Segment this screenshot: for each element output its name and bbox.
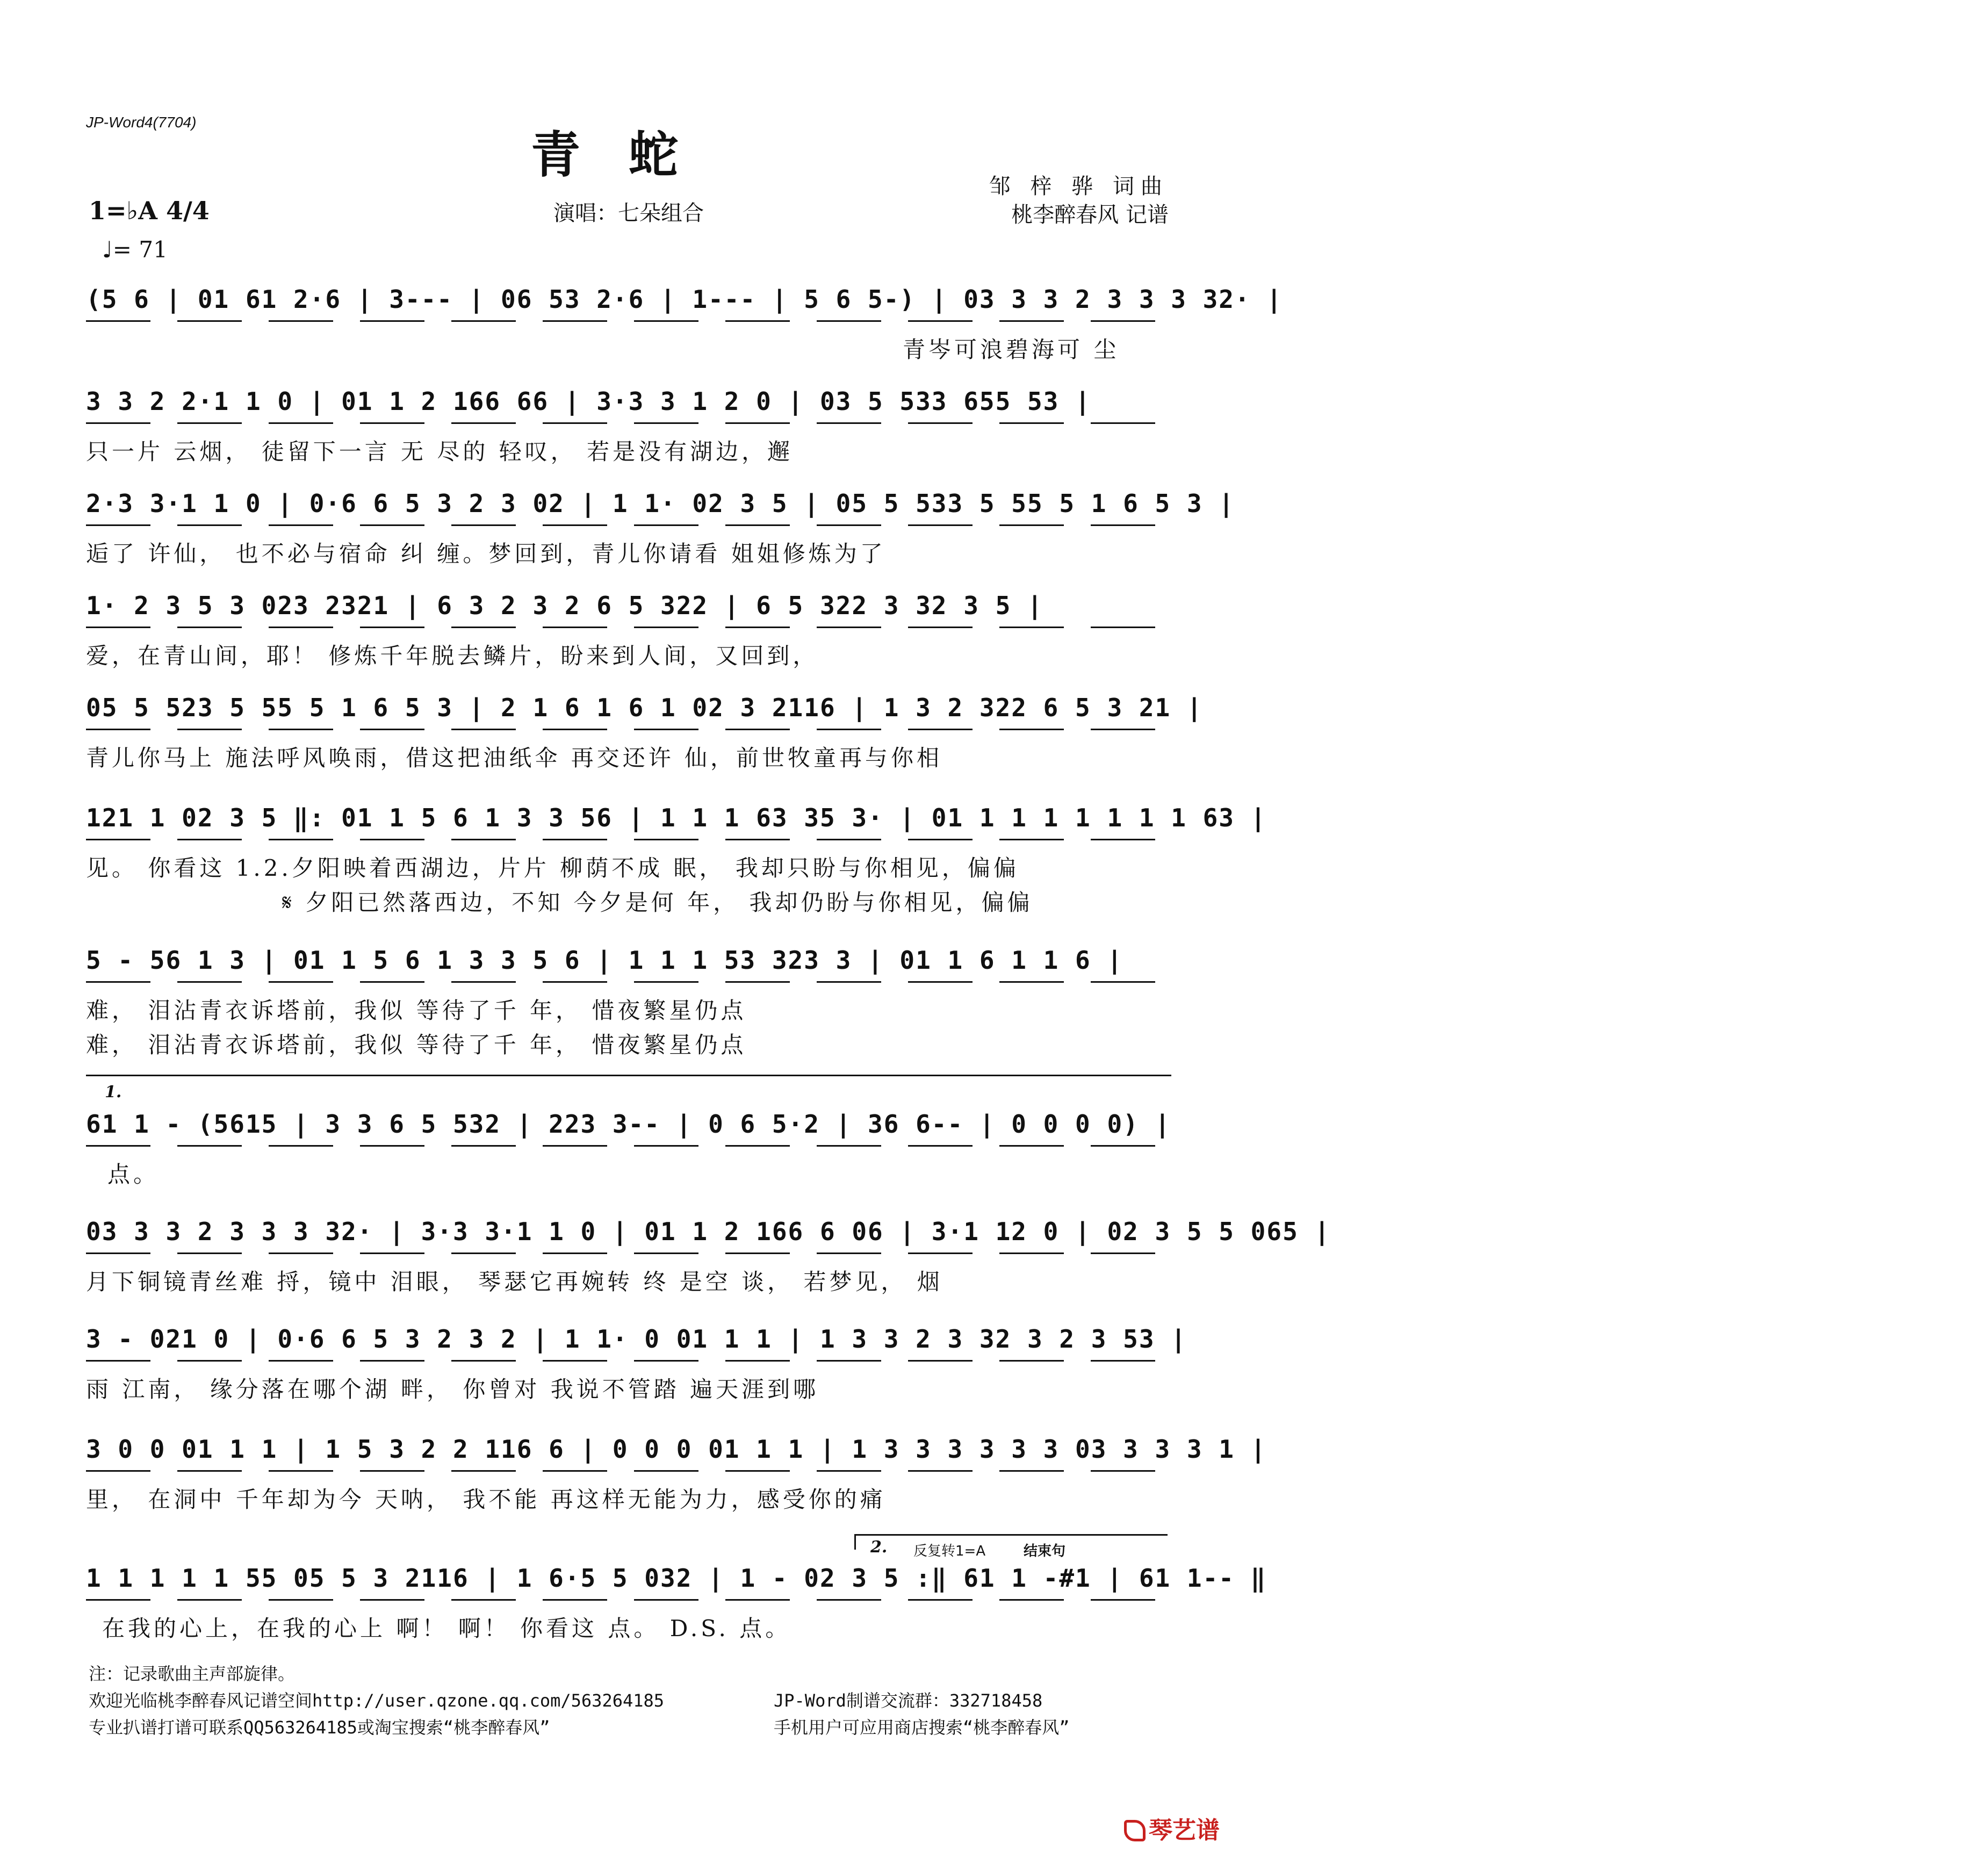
logo-icon: [1124, 1820, 1146, 1841]
volta-label-1: 1.: [105, 1083, 122, 1102]
notation-line: (5 6 | 01 61 2·6 | 3--- | 06 53 2·6 | 1--- | 5 6 5-) | 03 3 3 2 3 3 3 32· |: [86, 285, 1283, 314]
song-title: 青蛇: [530, 126, 726, 184]
footer-welcome: 欢迎光临桃李醉春风记谱空间http://user.qzone.qq.com/563264185: [89, 1690, 665, 1711]
site-logo: [1124, 1811, 1220, 1845]
lyric-line-verse-2: 难， 泪沾青衣诉塔前，我似 等待了千 年， 惜夜繁星仍点: [86, 1032, 747, 1058]
footer-contact: 专业扒谱打谱可联系QQ563264185或淘宝搜索“桃李醉春风”: [89, 1717, 550, 1738]
lyric-line: 爱，在青山间，耶！ 修炼千年脱去鳞片，盼来到人间，又回到，: [86, 643, 819, 669]
lyric-line-verse-1: 难， 泪沾青衣诉塔前，我似 等待了千 年， 惜夜繁星仍点: [86, 997, 747, 1024]
beam-lines: [86, 320, 1171, 322]
notation-line: 121 1 02 3 5 ‖: 01 1 5 6 1 3 3 56 | 1 1 1 63 35 3· | 01 1 1 1 1 1 1 1 63 |: [86, 803, 1267, 832]
beam-lines: [86, 1599, 1171, 1601]
beam-lines: [86, 1470, 1171, 1472]
beam-lines: [86, 1252, 1171, 1254]
notation-line: 2·3 3·1 1 0 | 0·6 6 5 3 2 3 02 | 1 1· 02 3 5 | 05 5 533 5 55 5 1 6 5 3 |: [86, 489, 1235, 518]
notation-line: 1 1 1 1 1 55 05 5 3 2116 | 1 6·5 5 032 | 1 - 02 3 5 :‖ 61 1 -#1 | 61 1-- ‖: [86, 1564, 1267, 1593]
source-label: JP-Word4(7704): [86, 114, 197, 131]
lyric-line: 雨 江南， 缘分落在哪个湖 畔， 你曾对 我说不管踏 遍天涯到哪: [86, 1376, 819, 1402]
footer-group: JP-Word制谱交流群：332718458: [774, 1690, 1043, 1711]
performer-line: 演唱：七朵组合: [553, 201, 704, 226]
ending-label: 结束句: [1024, 1543, 1066, 1559]
footer-mobile: 手机用户可应用商店搜索“桃李醉春风”: [774, 1717, 1070, 1738]
footer-note: 注：记录歌曲主声部旋律。: [89, 1664, 296, 1684]
volta-label-2: 2.: [870, 1538, 888, 1557]
repeat-key-change-note: 反复转1=A: [913, 1543, 986, 1559]
notation-line: 3 3 2 2·1 1 0 | 01 1 2 166 66 | 3·3 3 1 2 0 | 03 5 533 655 53 |: [86, 387, 1091, 416]
beam-lines: [86, 839, 1171, 840]
lyric-line: 青岑可浪碧海可 尘: [903, 336, 1120, 363]
beam-lines: [86, 422, 1171, 424]
notation-line: 03 3 3 2 3 3 3 32· | 3·3 3·1 1 0 | 01 1 2 166 6 06 | 3·1 12 0 | 02 3 5 5 065 |: [86, 1217, 1331, 1246]
transcriber-credit: 桃李醉春风 记谱: [1011, 203, 1169, 227]
notation-line: 05 5 523 5 55 5 1 6 5 3 | 2 1 6 1 6 1 02 3 2116 | 1 3 2 322 6 5 3 21 |: [86, 693, 1203, 722]
notation-line: 3 0 0 01 1 1 | 1 5 3 2 2 116 6 | 0 0 0 01 1 1 | 1 3 3 3 3 3 3 03 3 3 3 1 |: [86, 1435, 1267, 1464]
beam-lines: [86, 1360, 1171, 1362]
lyric-line: 逅了 许仙， 也不必与宿命 纠 缠。梦回到，青儿你请看 姐姐修炼为了: [86, 541, 886, 567]
logo-text: 琴艺谱: [1149, 1817, 1220, 1844]
notation-line: 3 - 021 0 | 0·6 6 5 3 2 3 2 | 1 1· 0 01 1 1 | 1 3 3 2 3 32 3 2 3 53 |: [86, 1324, 1187, 1354]
notation-line: 5 - 56 1 3 | 01 1 5 6 1 3 3 5 6 | 1 1 1 53 323 3 | 01 1 6 1 1 6 |: [86, 946, 1123, 975]
beam-lines: [86, 981, 1171, 983]
volta-bracket-1: [86, 1075, 1171, 1090]
lyric-line: 月下铜镜青丝难 捋，镜中 泪眼， 琴瑟它再婉转 终 是空 谈， 若梦见， 烟: [86, 1269, 943, 1295]
lyric-line-verse-1: 见。 你看这 1.2.夕阳映着西湖边，片片 柳荫不成 眠， 我却只盼与你相见，偏偏: [86, 855, 1019, 881]
tempo-mark: ♩= 71: [102, 236, 168, 263]
notation-line: 61 1 - (5615 | 3 3 6 5 532 | 223 3-- | 0 6 5·2 | 36 6-- | 0 0 0 0) |: [86, 1110, 1171, 1139]
lyric-line: 青儿你马上 施法呼风唤雨，借这把油纸伞 再交还许 仙，前世牧童再与你相: [86, 745, 943, 771]
beam-lines: [86, 729, 1171, 730]
lyric-line: 在我的心上，在我的心上 啊！ 啊！ 你看这 点。 D.S. 点。: [102, 1615, 791, 1642]
beam-lines: [86, 627, 1171, 628]
lyric-line: 只一片 云烟， 徒留下一言 无 尽的 轻叹， 若是没有湖边，邂: [86, 438, 794, 465]
beam-lines: [86, 524, 1171, 526]
key-signature: 1=♭A 4/4: [89, 196, 210, 225]
lyric-line: 点。: [107, 1161, 160, 1187]
lyrics-music-credit: 邹 梓 骅 词曲: [989, 174, 1169, 199]
notation-line: 1· 2 3 5 3 023 2321 | 6 3 2 3 2 6 5 322 | 6 5 322 3 32 3 5 |: [86, 591, 1043, 620]
volta-bracket-2: [854, 1534, 1168, 1550]
beam-lines: [86, 1145, 1171, 1147]
lyric-line: 里， 在洞中 千年却为今 天呐， 我不能 再这样无能为力，感受你的痛: [86, 1486, 886, 1513]
lyric-line-verse-2: 𝄋 夕阳已然落西边，不知 今夕是何 年， 我却仍盼与你相见，偏偏: [282, 889, 1033, 916]
